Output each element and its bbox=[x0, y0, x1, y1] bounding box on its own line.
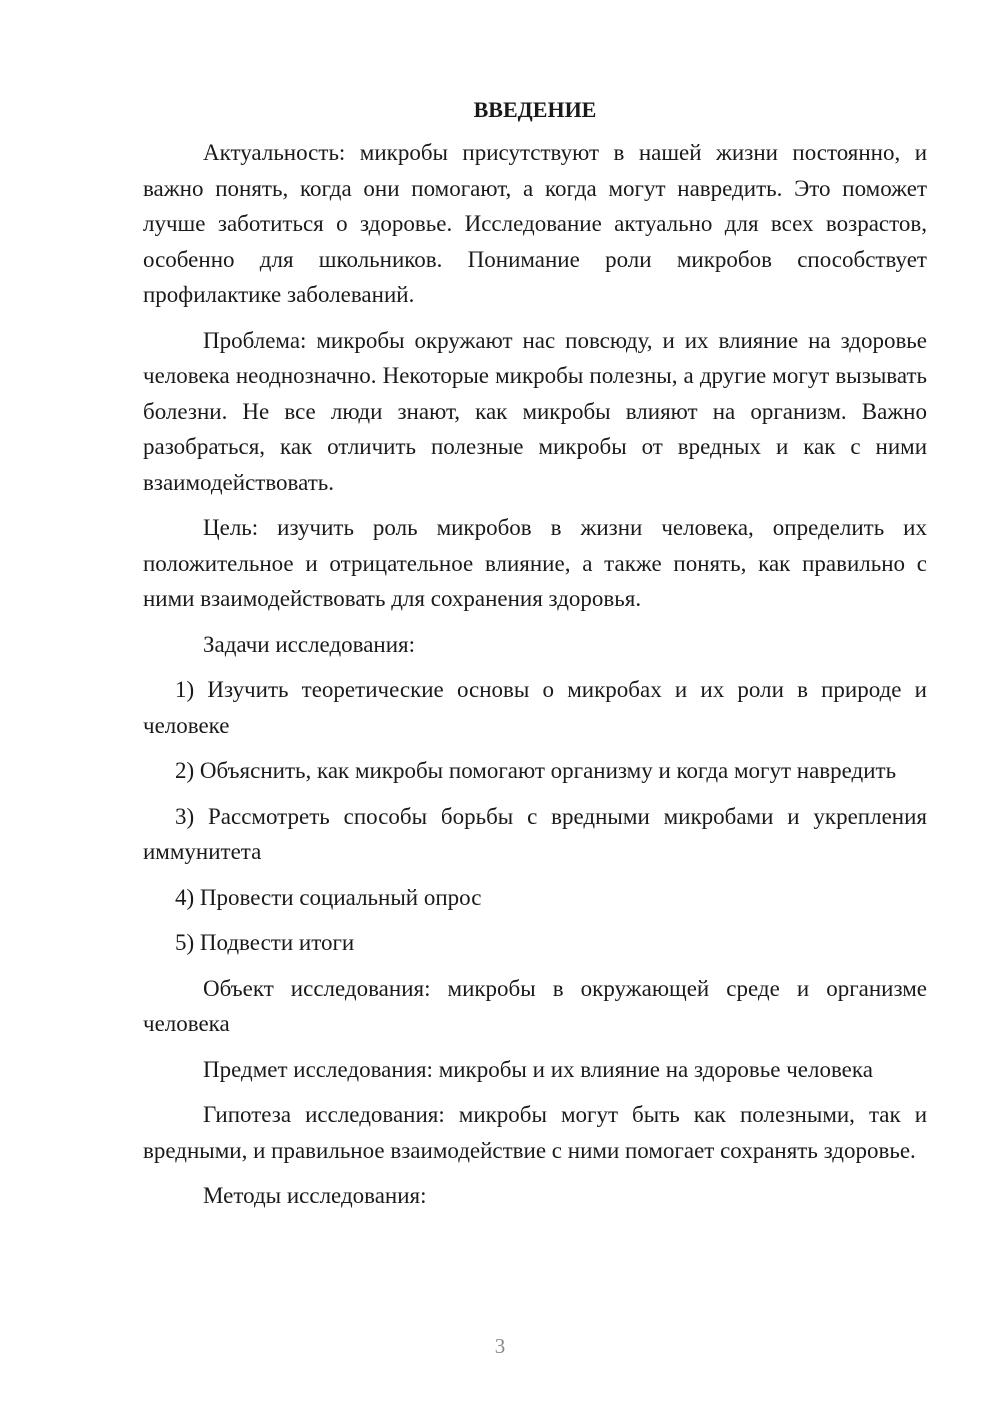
subject-paragraph: Предмет исследования: микробы и их влияние на здоровье человека bbox=[203, 1056, 873, 1082]
goal-paragraph: Цель: изучить роль микробов в жизни человека, определить их положительное и отрицательное влияние, а также понять, как правильно с ними взаимодействовать для сохранения здоровья. bbox=[143, 515, 927, 611]
problem-paragraph: Проблема: микробы окружают нас повсюду, и их влияние на здоровье человека неоднозначно. Некоторые микробы полезны, а другие могут вызывать болезни. Не все люди знают, как микробы влияют на организм. Важно разобраться, как отличить полезные микробы от вредных и как с ними взаимодействовать. bbox=[143, 327, 927, 495]
hypothesis-paragraph: Гипотеза исследования: микробы могут быть как полезными, так и вредными, и правильное взаимодействие с ними помогает сохранять здоровье. bbox=[143, 1102, 927, 1163]
task-item: 3) Рассмотреть способы борьбы с вредными микробами и укрепления иммунитета bbox=[143, 803, 927, 864]
object-paragraph: Объект исследования: микробы в окружающей среде и организме человека bbox=[143, 975, 927, 1036]
task-item: 1) Изучить теоретические основы о микробах и их роли в природе и человеке bbox=[143, 677, 927, 738]
document-page bbox=[143, 95, 927, 1224]
relevance-paragraph: Актуальность: микробы присутствуют в нашей жизни постоянно, и важно понять, когда они помогают, а когда могут навредить. Это поможет лучше заботиться о здоровье. Исследование актуально для всех возрастов, особенно для школьников. Понимание роли микробов способствует профилактике заболеваний. bbox=[143, 140, 927, 307]
task-item: 2) Объяснить, как микробы помогают организму и когда могут навредить bbox=[175, 758, 897, 783]
page-number: 3 bbox=[494, 1334, 506, 1358]
tasks-heading: Задачи исследования: bbox=[203, 631, 416, 657]
methods-heading: Методы исследования: bbox=[203, 1183, 427, 1208]
page-title: ВВЕДЕНИЕ bbox=[473, 97, 597, 122]
task-item: 5) Подвести итоги bbox=[175, 930, 355, 955]
task-item: 4) Провести социальный опрос bbox=[175, 884, 482, 910]
